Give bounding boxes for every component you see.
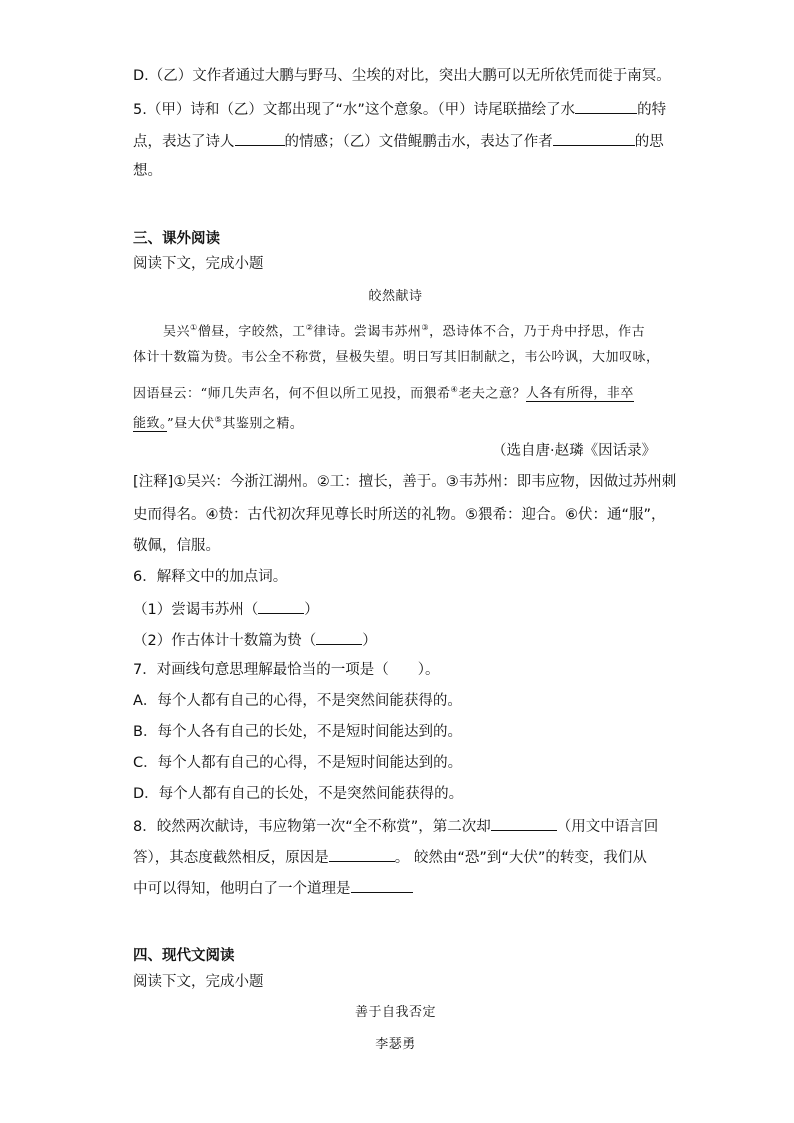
q7-option-b[interactable]: B．每个人各有自己的长处，不是短时间能达到的。	[133, 724, 462, 740]
underlined-sentence: 人各有所得，非卒	[525, 386, 634, 402]
passage-line-2: 体计十数篇为贽。韦公全不称赏，昼极失望。明日写其旧制献之，韦公吟讽，大加叹咏，	[133, 350, 660, 365]
answer-blank[interactable]	[575, 98, 637, 114]
passage-source: （选自唐·赵璘《因话录》	[492, 443, 657, 459]
q5-line-2: 点，表达了诗人 的情感；（乙）文借鲲鹏击水，表达了作者 的思	[133, 130, 664, 152]
passage-line-1: 吴兴①僧昼，字皎然，工②律诗。尝谒韦苏州③，恐诗体不合，乃于舟中抒思，作古	[163, 323, 646, 340]
q6-stem: 6．解释文中的加点词。	[133, 569, 288, 585]
q5-line-3: 想。	[133, 163, 162, 179]
passage-line-3: 因语昼云：“师几失声名，何不但以所工见投，而猥希④老夫之意？人各有所得，非卒	[133, 385, 634, 402]
passage-line-4: 能致。”昼大伏⑤其鉴别之精。	[133, 415, 304, 432]
answer-blank[interactable]	[316, 629, 362, 645]
notes-line-3: 敬佩，信服。	[133, 538, 220, 554]
notes-line-2: 史而得名。④贽：古代初次拜见尊长时所送的礼物。⑤猥希：迎合。⑥伏：通“服”，	[133, 507, 666, 523]
q8-line-3: 中可以得知，他明白了一个道理是	[133, 877, 413, 899]
answer-blank[interactable]	[258, 598, 304, 614]
answer-blank[interactable]	[329, 846, 395, 862]
answer-blank[interactable]	[553, 130, 635, 146]
article-author: 李瑟勇	[375, 1037, 416, 1052]
section4-heading: 四、现代文阅读	[133, 948, 235, 964]
q8-line-2: 答），其态度截然相反，原因是 。 皎然由“恐”到“大伏”的转变，我们从	[133, 846, 647, 868]
answer-blank[interactable]	[491, 815, 557, 831]
q7-stem: 7．对画线句意思理解最恰当的一项是（ ）。	[133, 662, 440, 678]
section3-instruction: 阅读下文，完成小题	[133, 256, 264, 272]
q7-option-a[interactable]: A．每个人都有自己的心得，不是突然间能获得的。	[133, 693, 462, 709]
q5-line-1: 5.（甲）诗和（乙）文都出现了“水”这个意象。（甲）诗尾联描绘了水 的特	[133, 98, 666, 120]
section4-instruction: 阅读下文，完成小题	[133, 974, 264, 990]
q6-item-2: （2）作古体计十数篇为贽（ ）	[133, 629, 377, 651]
q7-option-d[interactable]: D．每个人都有自己的长处，不是突然间能获得的。	[133, 786, 464, 802]
article-title: 善于自我否定	[354, 1005, 436, 1020]
q8-line-1: 8．皎然两次献诗，韦应物第一次“全不称赏”，第二次却 （用文中语言回	[133, 815, 658, 837]
q4-option-d: D.（乙）文作者通过大鹏与野马、尘埃的对比，突出大鹏可以无所依凭而徙于南冥。	[133, 68, 671, 84]
section3-heading: 三、课外阅读	[133, 231, 220, 247]
answer-blank[interactable]	[235, 130, 285, 146]
notes-line-1: [注释]①吴兴：今浙江湖州。②工：擅长，善于。③韦苏州：即韦应物，因做过苏州刺	[133, 474, 677, 490]
passage-title: 皎然献诗	[368, 289, 423, 304]
answer-blank[interactable]	[351, 877, 413, 893]
underlined-sentence-end: 能致。	[133, 416, 168, 432]
q6-item-1: （1）尝谒韦苏州（ ）	[133, 598, 319, 620]
q7-option-c[interactable]: C．每个人都有自己的心得，不是短时间能达到的。	[133, 755, 463, 771]
